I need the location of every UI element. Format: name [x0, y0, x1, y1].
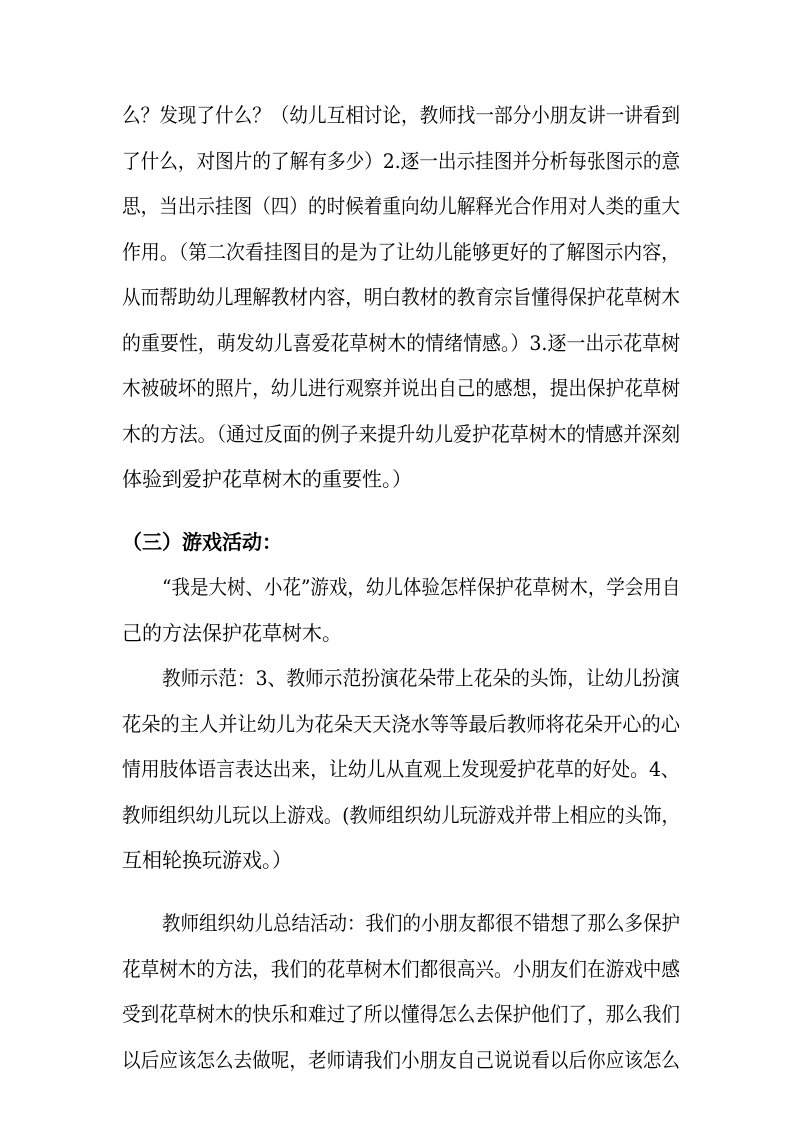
- paragraph-1-line-1: 么？发现了什么？（幼儿互相讨论，教师找一部分小朋友讲一讲看到: [122, 103, 680, 127]
- paragraph-4-line-1: 教师组织幼儿总结活动：我们的小朋友都很不错想了那么多保护: [162, 911, 680, 935]
- paragraph-3-line-2: 花朵的主人并让幼儿为花朵天天浇水等等最后教师将花朵开心的心: [122, 712, 681, 736]
- paragraph-2-line-1: “我是大树、小花”游戏，幼儿体验怎样保护花草树木，学会用自: [162, 575, 681, 599]
- paragraph-1-line-3: 思，当出示挂图（四）的时候着重向幼儿解释光合作用对人类的重大: [122, 194, 680, 218]
- paragraph-4-line-4: 以后应该怎么去做呢，老师请我们小朋友自己说说看以后你应该怎么: [122, 1048, 680, 1072]
- paragraph-3-line-1: 教师示范：3、教师示范扮演花朵带上花朵的头饰，让幼儿扮演: [162, 666, 680, 690]
- paragraph-1-line-9: 体验到爱护花草树木的重要性。）: [122, 467, 412, 491]
- paragraph-1-line-5: 从而帮助幼儿理解教材内容，明白教材的教育宗旨懂得保护花草树木: [122, 285, 680, 309]
- paragraph-1-line-7: 木被破坏的照片，幼儿进行观察并说出自己的感想，提出保护花草树: [122, 376, 680, 400]
- paragraph-3-line-5: 互相轮换玩游戏。）: [122, 848, 292, 872]
- paragraph-4-line-3: 受到花草树木的快乐和难过了所以懂得怎么去保护他们了，那么我们: [122, 1002, 680, 1026]
- section-heading: （三）游戏活动：: [122, 530, 282, 554]
- paragraph-1-line-8: 木的方法。（通过反面的例子来提升幼儿爱护花草树木的情感并深刻: [122, 422, 681, 446]
- paragraph-2-line-2: 己的方法保护花草树木。: [122, 621, 342, 645]
- paragraph-1-line-2: 了什么，对图片的了解有多少）2.逐一出示挂图并分析每张图示的意: [122, 149, 681, 173]
- paragraph-3-line-4: 教师组织幼儿玩以上游戏。(教师组织幼儿玩游戏并带上相应的头饰，: [122, 803, 680, 827]
- paragraph-1-line-6: 的重要性，萌发幼儿喜爱花草树木的情绪情感。）3.逐一出示花草树: [122, 331, 681, 355]
- paragraph-3-line-3: 情用肢体语言表达出来，让幼儿从直观上发现爱护花草的好处。4、: [122, 757, 680, 781]
- paragraph-4-line-2: 花草树木的方法，我们的花草树木们都很高兴。小朋友们在游戏中感: [122, 957, 680, 981]
- paragraph-1-line-4: 作用。（第二次看挂图目的是为了让幼儿能够更好的了解图示内容，: [122, 240, 681, 264]
